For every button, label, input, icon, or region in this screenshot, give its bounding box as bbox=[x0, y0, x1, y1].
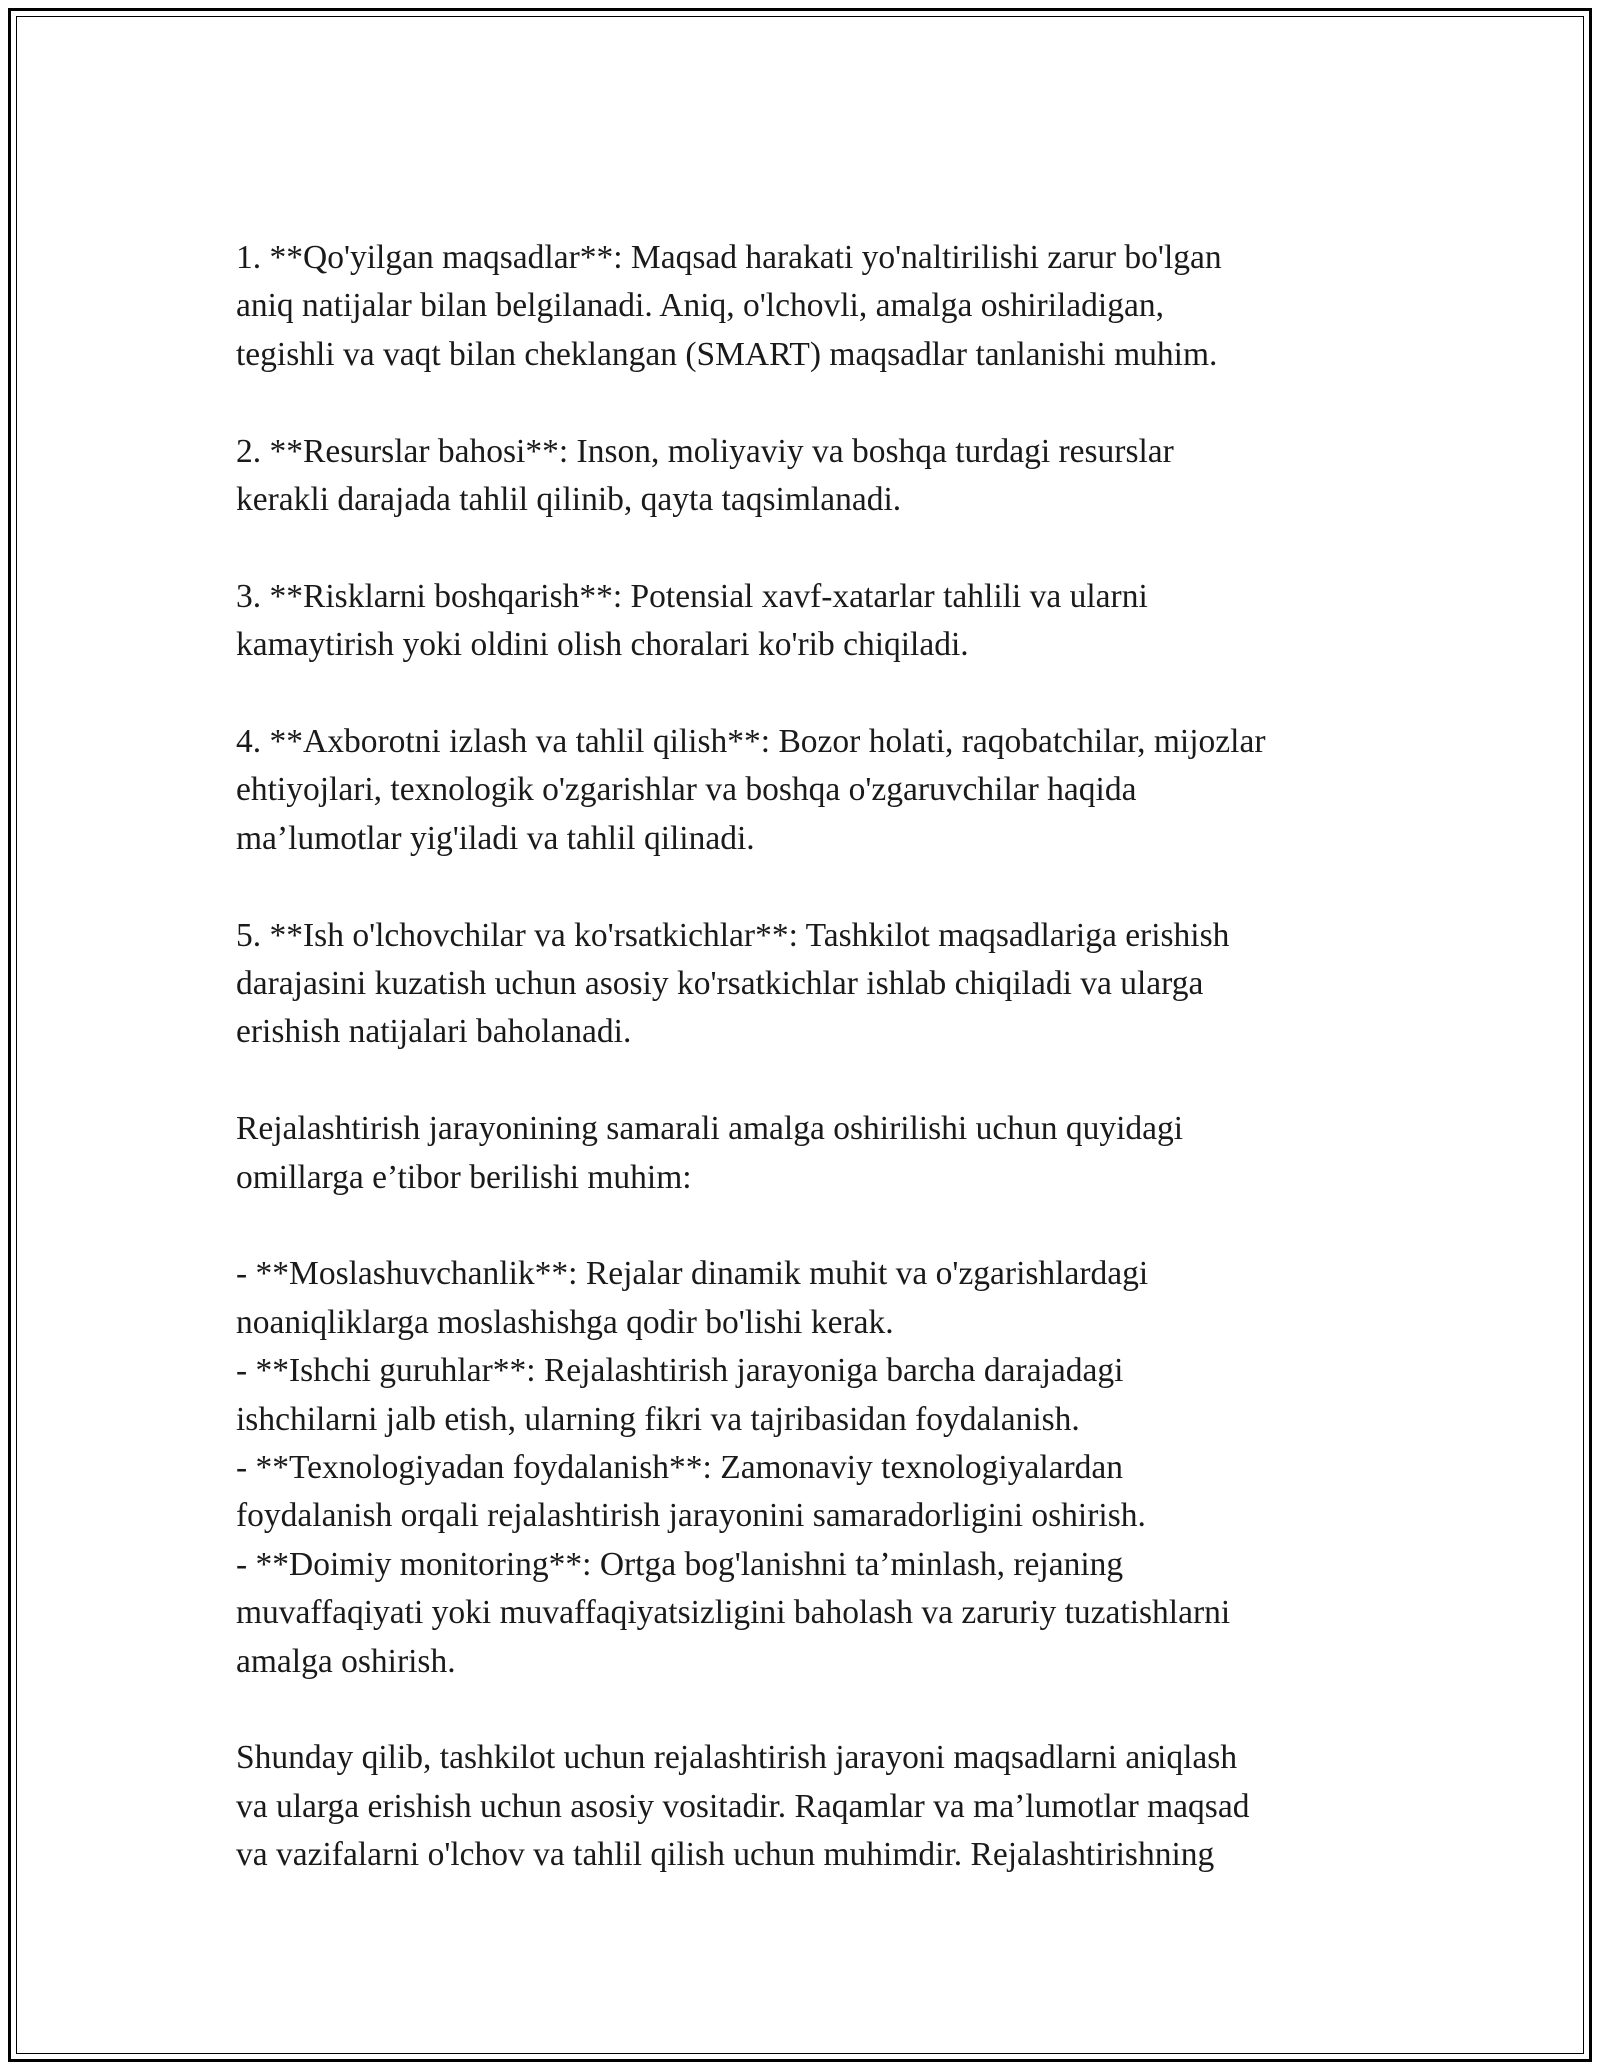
text-line: - **Doimiy monitoring**: Ortga bog'lanishni ta’minlash, rejaning bbox=[236, 1545, 1124, 1583]
text-line: va ularga erishish uchun asosiy vositadir. Raqamlar va ma’lumotlar maqsad bbox=[236, 1787, 1250, 1825]
text-line: darajasini kuzatish uchun asosiy ko'rsatkichlar ishlab chiqiladi va ularga bbox=[236, 965, 1204, 1003]
numbered-item-5 bbox=[236, 912, 1386, 1057]
text-line: ishchilarni jalb etish, ularning fikri va tajribasidan foydalanish. bbox=[236, 1400, 1080, 1438]
text-line: ehtiyojlari, texnologik o'zgarishlar va boshqa o'zgaruvchilar haqida bbox=[236, 771, 1137, 809]
text-line: omillarga e’tibor berilishi muhim: bbox=[236, 1158, 692, 1196]
text-line: Shunday qilib, tashkilot uchun rejalashtirish jarayoni maqsadlarni aniqlash bbox=[236, 1739, 1238, 1777]
text-line: foydalanish orqali rejalashtirish jarayonini samaradorligini oshirish. bbox=[236, 1497, 1146, 1535]
bullet-item-4 bbox=[236, 1541, 1386, 1686]
bullet-list bbox=[236, 1250, 1386, 1686]
numbered-item-2 bbox=[236, 428, 1386, 525]
text-line: erishish natijalari baholanadi. bbox=[236, 1013, 632, 1051]
text-line: 3. **Risklarni boshqarish**: Potensial xavf-xatarlar tahlili va ularni bbox=[236, 577, 1148, 615]
bullet-item-2 bbox=[236, 1347, 1386, 1444]
text-line: kerakli darajada tahlil qilinib, qayta taqsimlanadi. bbox=[236, 481, 902, 519]
numbered-item-4 bbox=[236, 718, 1386, 863]
text-line: tegishli va vaqt bilan cheklangan (SMART) maqsadlar tanlanishi muhim. bbox=[236, 335, 1218, 373]
text-line: - **Moslashuvchanlik**: Rejalar dinamik muhit va o'zgarishlardagi bbox=[236, 1255, 1149, 1293]
text-line: kamaytirish yoki oldini olish choralari ko'rib chiqiladi. bbox=[236, 626, 969, 664]
text-line: noaniqliklarga moslashishga qodir bo'lishi kerak. bbox=[236, 1303, 894, 1341]
text-line: 2. **Resurslar bahosi**: Inson, moliyaviy va boshqa turdagi resurslar bbox=[236, 432, 1174, 470]
text-line: ma’lumotlar yig'iladi va tahlil qilinadi. bbox=[236, 819, 755, 857]
text-line: - **Ishchi guruhlar**: Rejalashtirish jarayoniga barcha darajadagi bbox=[236, 1352, 1124, 1390]
numbered-item-1 bbox=[236, 234, 1386, 379]
text-line: muvaffaqiyati yoki muvaffaqiyatsizligini baholash va zaruriy tuzatishlarni bbox=[236, 1594, 1231, 1632]
text-line: amalga oshirish. bbox=[236, 1642, 456, 1680]
numbered-item-3 bbox=[236, 573, 1386, 670]
text-line: va vazifalarni o'lchov va tahlil qilish uchun muhimdir. Rejalashtirishning bbox=[236, 1836, 1215, 1874]
bullet-item-3 bbox=[236, 1444, 1386, 1541]
text-line: 1. **Qo'yilgan maqsadlar**: Maqsad harakati yo'naltirilishi zarur bo'lgan bbox=[236, 239, 1222, 276]
text-line: Rejalashtirish jarayonining samarali amalga oshirilishi uchun quyidagi bbox=[236, 1110, 1184, 1148]
text-line: - **Texnologiyadan foydalanish**: Zamonaviy texnologiyalardan bbox=[236, 1449, 1124, 1487]
bullet-item-1 bbox=[236, 1250, 1386, 1347]
text-line: 4. **Axborotni izlash va tahlil qilish**: Bozor holati, raqobatchilar, mijozlar bbox=[236, 723, 1266, 761]
conclusion-paragraph bbox=[236, 1734, 1386, 1879]
intro-paragraph bbox=[236, 1105, 1386, 1202]
text-line: 5. **Ish o'lchovchilar va ko'rsatkichlar**: Tashkilot maqsadlariga erishish bbox=[236, 916, 1230, 954]
text-line: aniq natijalar bilan belgilanadi. Aniq, o'lchovli, amalga oshiriladigan, bbox=[236, 287, 1164, 325]
document-body bbox=[236, 234, 1386, 1928]
